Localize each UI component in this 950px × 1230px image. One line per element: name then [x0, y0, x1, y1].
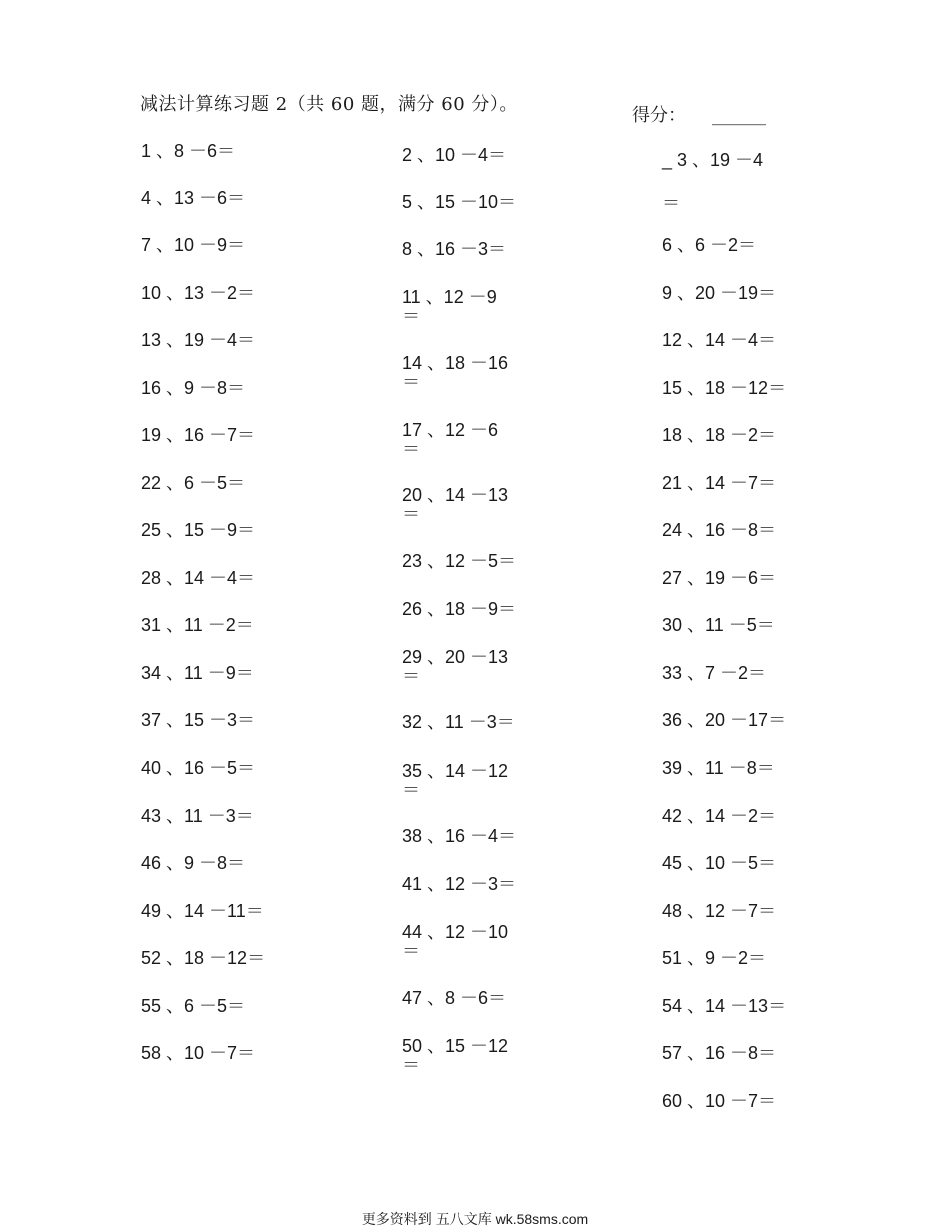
- problem-58: 58 、10 －7＝: [141, 1043, 256, 1063]
- problem-51: 51 、9 －2＝: [662, 948, 767, 968]
- problem-10: 10 、13 －2＝: [141, 283, 256, 303]
- problem-52: 52 、18 －12＝: [141, 948, 266, 968]
- problem-38: 38 、16 －4＝: [402, 826, 517, 846]
- problem-42: 42 、14 －2＝: [662, 806, 777, 826]
- problem-22: 22 、6 －5＝: [141, 473, 246, 493]
- problem-20-equals: ＝: [402, 504, 420, 524]
- problem-6: 6 、6 －2＝: [662, 235, 757, 255]
- problem-35: 35 、14 －12: [402, 761, 509, 781]
- problem-19: 19 、16 －7＝: [141, 425, 256, 445]
- problem-36: 36 、20 －17＝: [662, 710, 787, 730]
- problem-40: 40 、16 －5＝: [141, 758, 256, 778]
- problem-30: 30 、11 －5＝: [662, 615, 775, 635]
- problem-3-equals: ＝: [662, 193, 680, 213]
- problem-27: 27 、19 －6＝: [662, 568, 777, 588]
- problem-48: 48 、12 －7＝: [662, 901, 777, 921]
- worksheet-title: 减法计算练习题 2（共 60 题，满分 60 分）。: [140, 94, 518, 115]
- problem-26: 26 、18 －9＝: [402, 599, 517, 619]
- problem-11: 11 、12 －9: [402, 287, 497, 307]
- problem-1: 1 、8 －6＝: [141, 141, 236, 161]
- problem-7: 7 、10 －9＝: [141, 235, 246, 255]
- problem-28: 28 、14 －4＝: [141, 568, 256, 588]
- problem-35-equals: ＝: [402, 780, 420, 800]
- problem-60: 60 、10 －7＝: [662, 1091, 777, 1111]
- problem-2: 2 、10 －4＝: [402, 145, 507, 165]
- problem-3: _ 3 、19 －4: [662, 150, 764, 170]
- problem-50: 50 、15 －12: [402, 1036, 509, 1056]
- problem-20: 20 、14 －13: [402, 485, 509, 505]
- problem-45: 45 、10 －5＝: [662, 853, 777, 873]
- problem-32: 32 、11 －3＝: [402, 712, 515, 732]
- problem-55: 55 、6 －5＝: [141, 996, 246, 1016]
- problem-46: 46 、9 －8＝: [141, 853, 246, 873]
- problem-29-equals: ＝: [402, 666, 420, 686]
- problem-29: 29 、20 －13: [402, 647, 509, 667]
- problem-25: 25 、15 －9＝: [141, 520, 256, 540]
- problem-12: 12 、14 －4＝: [662, 330, 777, 350]
- problem-47: 47 、8 －6＝: [402, 988, 507, 1008]
- problem-14: 14 、18 －16: [402, 353, 509, 373]
- problem-37: 37 、15 －3＝: [141, 710, 256, 730]
- problem-17: 17 、12 －6: [402, 420, 499, 440]
- problem-17-equals: ＝: [402, 439, 420, 459]
- problem-57: 57 、16 －8＝: [662, 1043, 777, 1063]
- problem-39: 39 、11 －8＝: [662, 758, 775, 778]
- problem-24: 24 、16 －8＝: [662, 520, 777, 540]
- problem-4: 4 、13 －6＝: [141, 188, 246, 208]
- problem-23: 23 、12 －5＝: [402, 551, 517, 571]
- problem-11-equals: ＝: [402, 306, 420, 326]
- problem-13: 13 、19 －4＝: [141, 330, 256, 350]
- problem-16: 16 、9 －8＝: [141, 378, 246, 398]
- problem-31: 31 、11 －2＝: [141, 615, 254, 635]
- problem-18: 18 、18 －2＝: [662, 425, 777, 445]
- problem-44: 44 、12 －10: [402, 922, 509, 942]
- problem-8: 8 、16 －3＝: [402, 239, 507, 259]
- problem-43: 43 、11 －3＝: [141, 806, 254, 826]
- score-blank[interactable]: ______: [712, 105, 766, 126]
- problem-9: 9 、20 －19＝: [662, 283, 777, 303]
- problem-34: 34 、11 －9＝: [141, 663, 254, 683]
- problem-41: 41 、12 －3＝: [402, 874, 517, 894]
- problem-33: 33 、7 －2＝: [662, 663, 767, 683]
- problem-21: 21 、14 －7＝: [662, 473, 777, 493]
- score-label: 得分：: [632, 105, 686, 126]
- problem-5: 5 、15 －10＝: [402, 192, 517, 212]
- problem-50-equals: ＝: [402, 1055, 420, 1075]
- score-area: [632, 101, 780, 127]
- problem-14-equals: ＝: [402, 372, 420, 392]
- problem-54: 54 、14 －13＝: [662, 996, 787, 1016]
- problem-15: 15 、18 －12＝: [662, 378, 787, 398]
- problem-49: 49 、14 －11＝: [141, 901, 264, 921]
- problem-44-equals: ＝: [402, 941, 420, 961]
- footer-watermark: 更多资料到 五八文库 wk.58sms.com: [361, 1211, 589, 1227]
